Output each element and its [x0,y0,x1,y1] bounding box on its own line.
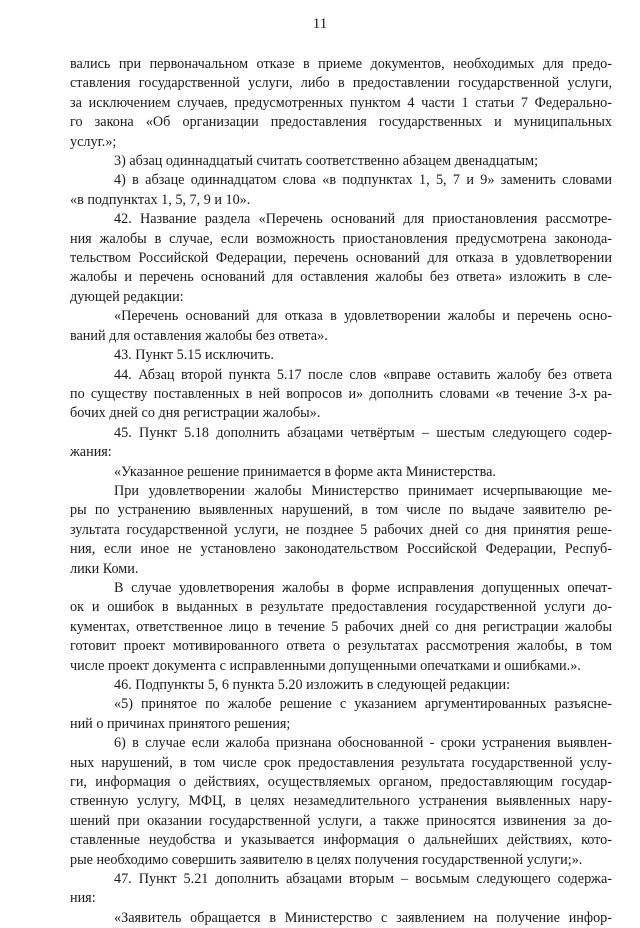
text-line: услуг.»; [70,133,117,150]
text-line: жания: [70,444,112,461]
text-line: го закона «Об организации предоставления государственных и муниципальных [70,114,612,131]
text-line: «5) принятое по жалобе решение с указанием аргументированных разъясне- [114,696,612,713]
text-line: ния: [70,890,96,907]
text-line: 45. Пункт 5.18 дополнить абзацами четвёртым – шестым следующего содер- [114,424,612,441]
text-line: ственную услугу, МФЦ, в целях незамедлительного устранения выявленных нару- [70,793,612,810]
text-line: 4) в абзаце одиннадцатом слова «в подпунктах 1, 5, 7 и 9» заменить словами [114,172,612,189]
page-number: 11 [312,16,328,32]
text-line: числе проект документа с исправленными допущенными опечатками и ошибками.». [70,657,581,674]
text-line: 6) в случае если жалоба признана обоснованной - сроки устранения выявлен- [114,735,612,752]
text-line: ных нарушений, в том числе срок предоставления результата государственной услу- [70,754,612,771]
text-line: «Заявитель обращается в Министерство с заявлением на получение инфор- [114,909,612,926]
document-body [70,55,612,928]
text-line: за исключением случаев, предусмотренных пунктом 4 части 1 статьи 7 Федерально- [70,94,612,111]
text-line: готовит проект мотивированного ответа о результатах рассмотрения жалобы, в том [70,638,612,655]
text-line: зультата государственной услуги, не позднее 5 рабочих дней со дня принятия реше- [70,521,612,538]
text-line: кументах, ответственное лицо в течение 5 рабочих дней со дня регистрации жалобы [70,618,612,635]
text-line: ок и ошибок в выданных в результате предоставления государственной услуги до- [70,599,612,616]
text-line: 42. Название раздела «Перечень оснований для приостановления рассмотре- [114,211,612,228]
text-line: жалобы и перечень оснований для оставления жалобы без ответа» изложить в сле- [70,269,612,286]
text-line: ний о причинах принятого решения; [70,715,291,732]
text-line: 3) абзац одиннадцатый считать соответственно абзацем двенадцатым; [114,153,539,170]
text-line: ния жалобы в случае, если возможность приостановления предусмотрена законода- [70,230,612,247]
text-line: При удовлетворении жалобы Министерство принимает исчерпывающие ме- [114,482,612,499]
text-line: ры по устранению выявленных нарушений, в том числе по выдаче заявителю ре- [70,502,612,519]
text-line: ставленные неудобства и указывается информация о дальнейших действиях, кото- [70,832,612,849]
text-line: шений при оказании государственной услуги, а также приносятся извинения за до- [70,812,612,829]
text-line: 46. Подпункты 5, 6 пункта 5.20 изложить в следующей редакции: [114,677,511,693]
text-line: 43. Пункт 5.15 исключить. [114,347,274,364]
text-line: бочих дней со дня регистрации жалобы». [70,405,321,422]
text-line: ги, информация о действиях, осуществляемых органом, предоставляющим государ- [70,774,612,791]
text-line: 47. Пункт 5.21 дополнить абзацами вторым – восьмым следующего содержа- [114,871,612,888]
text-line: «в подпунктах 1, 5, 7, 9 и 10». [70,191,251,208]
text-line: «Указанное решение принимается в форме акта Министерства. [114,463,496,480]
text-line: «Перечень оснований для отказа в удовлетворении жалобы и перечень осно- [114,308,612,325]
text-line: вались при первоначальном отказе в приеме документов, необходимых для предо- [70,56,612,72]
text-line: 44. Абзац второй пункта 5.17 после слов «вправе оставить жалобу без ответа [114,366,612,383]
text-line: ставления государственной услуги, либо в предоставлении государственной услуги, [70,75,612,92]
text-line: В случае удовлетворения жалобы в форме исправления допущенных опечат- [114,579,612,596]
text-line: дующей редакции: [70,288,184,305]
text-line: лики Коми. [70,560,139,577]
text-line: рые необходимо совершить заявителю в целях получения государственной услуги;». [70,851,583,868]
text-line: ваний для оставления жалобы без ответа». [70,327,328,344]
text-line: ния, если иное не установлено законодательством Российской Федерации, Респуб- [70,541,612,558]
text-line: по существу поставленных в ней вопросов и» дополнить словами «в течение 3-х ра- [70,385,612,402]
text-line: тельством Российской Федерации, перечень оснований для отказа в удовлетворении [70,250,612,267]
